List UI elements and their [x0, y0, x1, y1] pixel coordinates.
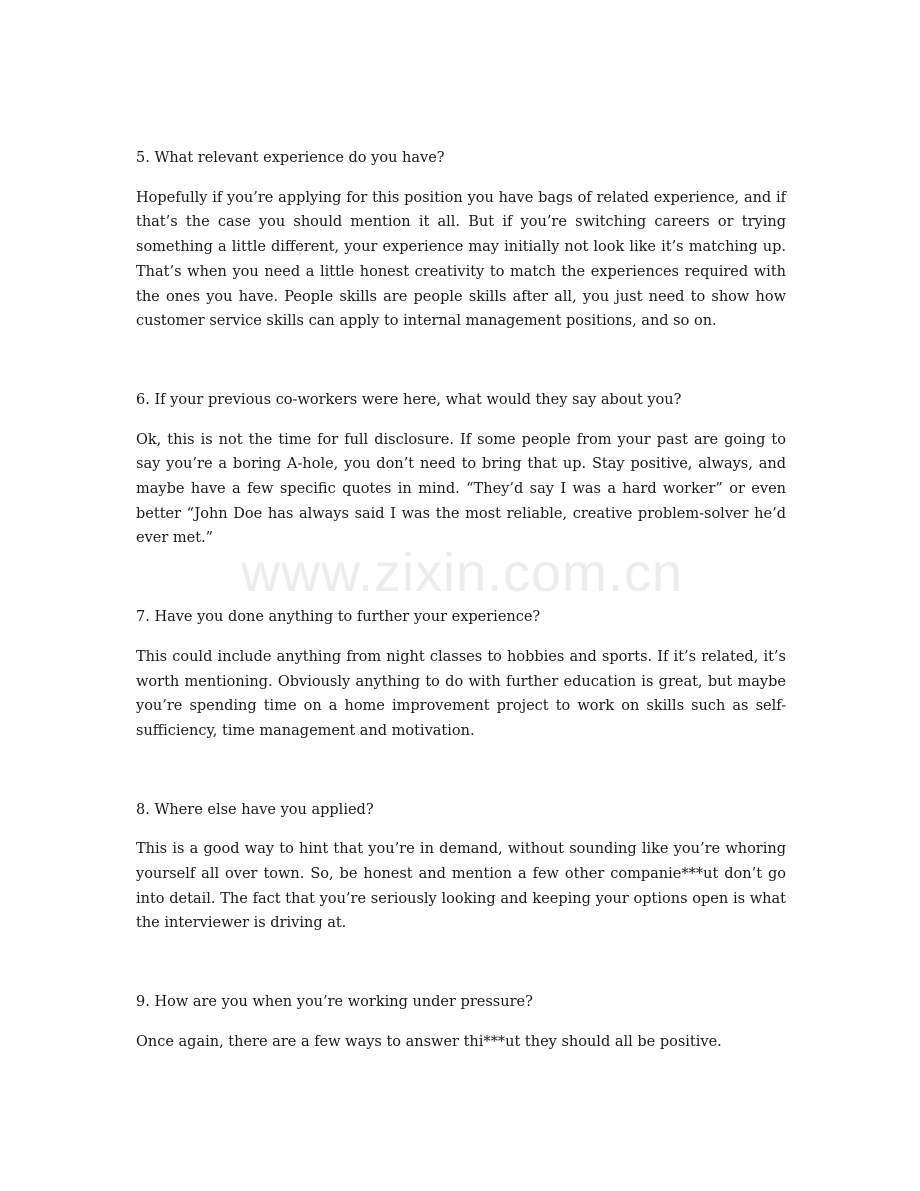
question-heading: 6. If your previous co-workers were here, what would they say about you?: [136, 391, 682, 408]
section-q7: [136, 605, 786, 744]
document-body: [136, 146, 786, 1055]
answer-paragraph: This could include anything from night classes to hobbies and sports. If it’s related, it’s worth mentioning. Obviously anything to do with further education is great, but maybe you’re spending time on a home improvement project to work on skills such as self-sufficiency, time management and motivation.: [136, 648, 786, 739]
answer-paragraph: Once again, there are a few ways to answer thi***ut they should all be positive.: [136, 1033, 722, 1050]
watermark: www.zixin.com.cn: [240, 543, 684, 603]
question-heading: 8. Where else have you applied?: [136, 801, 374, 818]
section-q5: [136, 146, 786, 334]
answer-paragraph: This is a good way to hint that you’re in demand, without sounding like you’re whoring yourself all over town. So, be honest and mention a few other companie***ut don’t go into detail. The fact that you’re seriously looking and keeping your options open is what the interviewer is driving at.: [136, 841, 786, 932]
section-q6: [136, 388, 786, 551]
answer-paragraph: Ok, this is not the time for full disclosure. If some people from your past are going to say you’re a boring A-hole, you don’t need to bring that up. Stay positive, always, and maybe have a few specific quotes in mind. “They’d say I was a hard worker” or even better “John Doe has always said I was the most reliable, creative problem-solver he’d ever met.”: [136, 431, 786, 547]
question-heading: 7. Have you done anything to further your experience?: [136, 609, 541, 626]
question-heading: 9. How are you when you’re working under pressure?: [136, 994, 533, 1011]
section-q8: [136, 798, 786, 937]
question-heading: 5. What relevant experience do you have?: [136, 150, 445, 166]
answer-paragraph: Hopefully if you’re applying for this position you have bags of related experience, and if that’s the case you should mention it all. But if you’re switching careers or trying something a little different, your experience may initially not look like it’s matching up. That’s when you need a little honest creativity to match the experiences required with the ones you have. People skills are people skills after all, you just need to show how customer service skills can apply to internal management positions, and so on.: [136, 189, 786, 330]
section-q9: [136, 990, 786, 1054]
